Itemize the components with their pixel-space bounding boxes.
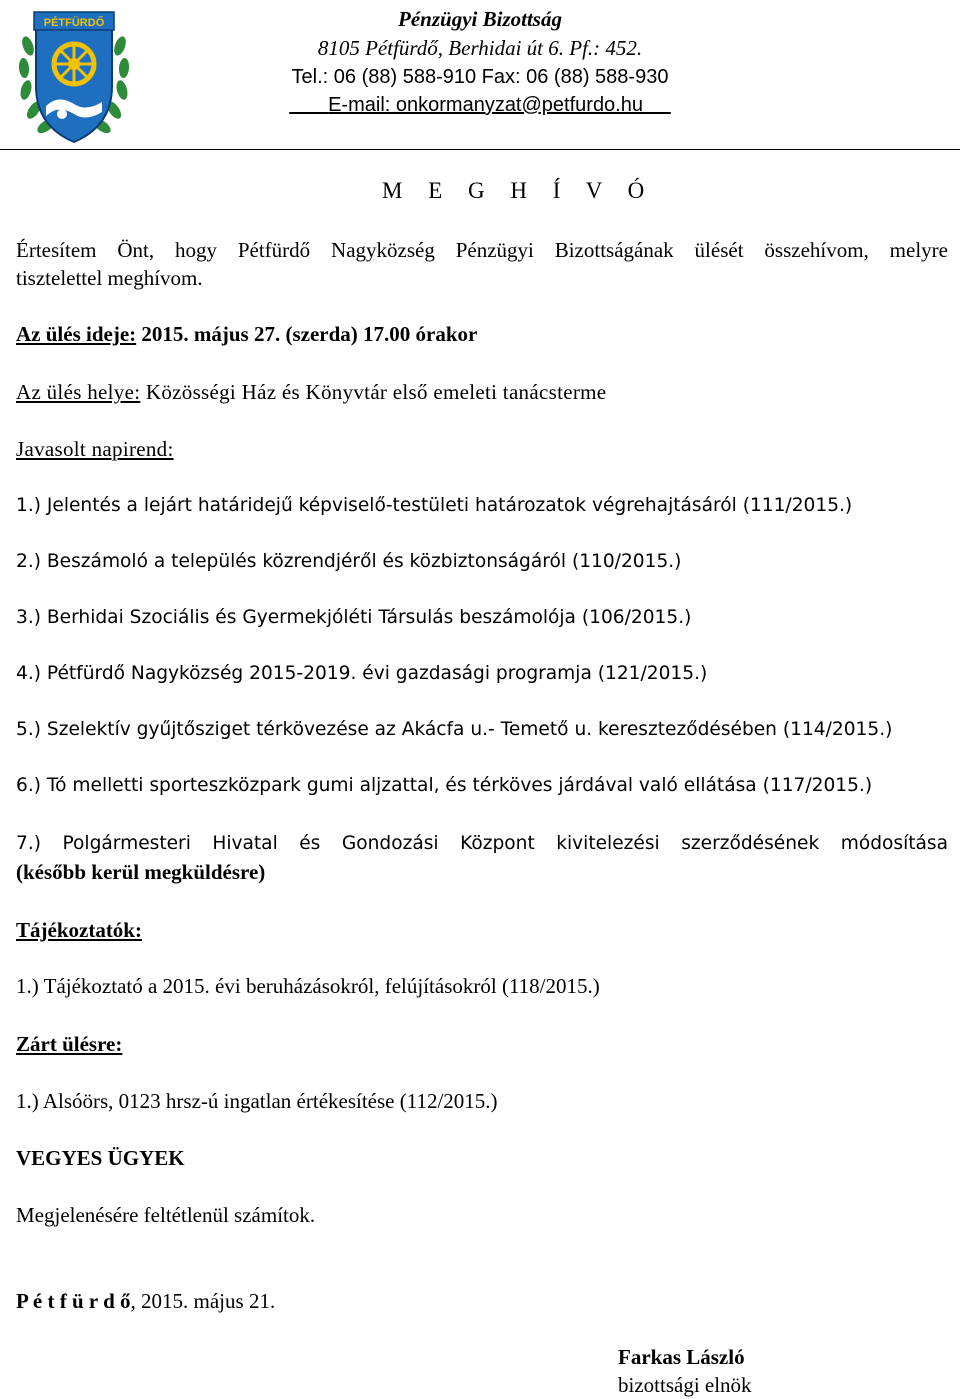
agenda-label: Javasolt napirend: [16,437,174,461]
agenda-item-3: 3.) Berhidai Szociális és Gyermekjóléti Társulás beszámolója (106/2015.) [16,607,692,628]
closed-session-label: Zárt ülésre: [16,1032,123,1056]
org-address: 8105 Pétfürdő, Berhidai út 6. Pf.: 452. [317,36,643,60]
meeting-place [16,378,606,406]
agenda-item-5: 5.) Szelektív gyűjtősziget térkövezése az Akácfa u.- Temető u. kereszteződésében (114/2015.) [16,719,893,740]
org-email-line [160,90,800,120]
meeting-time-value: 2015. május 27. (szerda) 17.00 órakor [136,322,478,346]
org-phone-fax: Tel.: 06 (88) 588-910 Fax: 06 (88) 588-930 [291,66,669,88]
agenda-item-7: 7.) Polgármesteri Hivatal és Gondozási Központ kivitelezési szerződésének módosítása [16,833,948,854]
closed-session-item-1: 1.) Alsóörs, 0123 hrsz-ú ingatlan értékesítése (112/2015.) [16,1089,498,1113]
municipal-crest-logo [14,6,134,151]
crest-banner-text: PÉTFÜRDŐ [43,17,105,29]
crest-wheel [52,42,96,86]
misc-heading: VEGYES ÜGYEK [16,1146,185,1170]
intro-line-1: Értesítem Önt, hogy Pétfürdő Nagyközség Pénzügyi Bizottságának ülését összehívom, melyre [16,238,948,262]
agenda-item-7-note: (később kerül megküldésre) [16,860,266,884]
place-date [16,1287,275,1315]
meeting-time [16,320,477,348]
meeting-place-label: Az ülés helye: [16,380,141,404]
org-title: Pénzügyi Bizottság [398,7,562,31]
signatory-name: Farkas László [618,1345,745,1369]
org-email[interactable]: E-mail: onkormanyzat@petfurdo.hu [328,94,643,116]
issue-date: , 2015. május 21. [130,1289,276,1313]
agenda-item-6: 6.) Tó melletti sporteszközpark gumi aljzattal, és térköves járdával való ellátása (117/2015.) [16,775,873,796]
signatory-role: bizottsági elnök [618,1373,752,1397]
document-title: M E G H Í V Ó [382,178,655,203]
info-label: Tájékoztatók: [16,918,142,942]
intro-line-2: tisztelettel meghívom. [16,266,203,290]
info-item-1: 1.) Tájékoztató a 2015. évi beruházásokról, felújításokról (118/2015.) [16,974,600,998]
meeting-time-label: Az ülés ideje: [16,322,137,346]
closing-line: Megjelenésére feltétlenül számítok. [16,1203,316,1227]
meeting-place-value: Közösségi Ház és Könyvtár első emeleti tanácsterme [140,380,607,404]
agenda-item-1: 1.) Jelentés a lejárt határidejű képviselő-testületi határozatok végrehajtásáról (111/2015.) [16,495,853,516]
agenda-item-4: 4.) Pétfürdő Nagyközség 2015-2019. évi gazdasági programja (121/2015.) [16,663,708,684]
place-name: P é t f ü r d ő [16,1289,131,1313]
agenda-item-2: 2.) Beszámoló a település közrendjéről és közbiztonságáról (110/2015.) [16,551,682,572]
header-divider [0,149,960,150]
